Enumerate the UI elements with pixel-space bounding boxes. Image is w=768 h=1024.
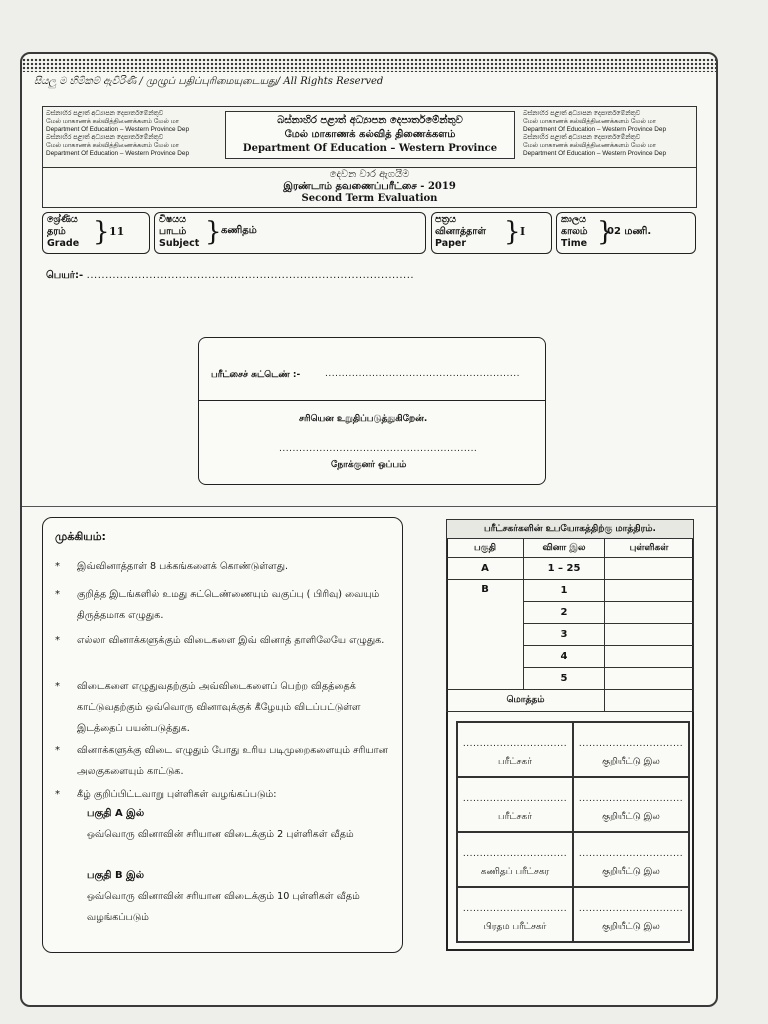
examiner-title: பரீட்சகர்களின் உபயோகத்திற்கு மாத்திரம். — [447, 520, 694, 539]
side-line: Department Of Education – Western Province Dep — [523, 126, 667, 133]
code-cell[interactable] — [573, 832, 689, 887]
signature-cell[interactable] — [457, 722, 573, 777]
signature-label: பிரதம பரீட்சகர் — [483, 922, 547, 932]
side-line: மேல் மாகாணக் கல்வித்திணைக்களம் மேல் மா — [46, 142, 180, 149]
asterisk-icon: * — [55, 635, 60, 646]
brace: } — [205, 217, 222, 247]
rights-notice: සියලු ම හිමිකම් ඇවිරිණි / முழுப் பதிப்புரிமையுடையது/ All Rights Reserved — [34, 76, 384, 87]
code-label: குறியீட்டு இல — [602, 757, 660, 767]
brace: } — [93, 217, 110, 247]
grade-label-ta: தரம் — [47, 226, 66, 237]
side-line: Department Of Education – Western Province Dep — [46, 126, 190, 133]
total-label: மொத்தம் — [447, 690, 605, 712]
signature-label: பரீட்சகர் — [498, 757, 532, 767]
signature-cell[interactable] — [457, 777, 573, 832]
paper-value: I — [520, 225, 526, 238]
subject-box — [154, 212, 426, 254]
question-cell: 1 – 25 — [524, 558, 605, 580]
code-label: குறியீட்டு இல — [602, 867, 660, 877]
part-a-text: ஒவ்வொரு வினாவின் சரியான விடைக்கும் 2 புள்ளிகள் வீதம் — [87, 829, 354, 840]
subject-label-ta: பாடம் — [159, 226, 187, 237]
brace: } — [504, 217, 521, 247]
marks-cell[interactable] — [605, 558, 694, 580]
asterisk-icon: * — [55, 789, 60, 800]
subject-value: கணிதம் — [221, 225, 257, 236]
paper-labels — [435, 214, 486, 250]
table-row — [447, 558, 694, 580]
grade-box — [42, 212, 150, 254]
paper-label-en: Paper — [435, 238, 467, 249]
name-dots: ......................................................................................... — [86, 270, 415, 281]
asterisk-icon: * — [55, 681, 60, 692]
header-side-left — [46, 110, 218, 158]
paper-box — [431, 212, 552, 254]
dept-english: Department Of Education – Western Province — [242, 143, 498, 154]
time-label-en: Time — [561, 238, 588, 249]
side-line: மேல் மாகாணக் கல்வித்திணைக்களம் மேல் மா — [523, 142, 657, 149]
signature-cell[interactable] — [457, 832, 573, 887]
question-cell: 1 — [524, 580, 605, 602]
side-line: மேல் மாகாணக் கல்வித்திணைக்களம் மேல் மா — [523, 118, 657, 125]
asterisk-icon: * — [55, 589, 60, 600]
code-dots: ............................... — [578, 739, 684, 749]
confirm-text: சரியென உறுதிப்படுத்துகிறேன். — [299, 414, 428, 424]
table-row — [447, 580, 694, 602]
instruction-text: கீழ் குறிப்பிட்டவாறு புள்ளிகள் வழங்கப்படும்: — [77, 789, 277, 800]
col-marks: புள்ளிகள் — [605, 539, 694, 558]
dept-tamil: மேல் மாகாணக் கல்வித் திணைக்களம் — [284, 129, 456, 140]
subject-labels — [159, 214, 199, 250]
question-cell: 5 — [524, 668, 605, 690]
dept-sinhala: බස්නාහිර පළාත් අධ්‍යාපන දෙපාර්තමේන්තුව — [277, 115, 463, 126]
total-marks-cell[interactable] — [605, 690, 694, 712]
name-field[interactable] — [46, 270, 414, 282]
signature-label: கணிதப் பரீட்சகர — [480, 867, 550, 877]
instruction-item — [55, 676, 395, 739]
side-line: බස්නාහිර පළාත් අධ්‍යාපන දෙපාර්තමේන්තුව — [46, 110, 164, 117]
side-line: Department Of Education – Western Province Dep — [523, 150, 667, 157]
eval-tamil: இரண்டாம் தவணைப்பரீட்சை - 2019 — [283, 181, 456, 192]
grade-value: 11 — [109, 225, 125, 238]
marks-cell[interactable] — [605, 580, 694, 602]
marks-cell[interactable] — [605, 646, 694, 668]
signature-cell[interactable] — [457, 887, 573, 942]
eval-sinhala: දෙවන වාර ඇගයීම — [329, 169, 410, 180]
subject-label-en: Subject — [159, 238, 200, 249]
asterisk-icon: * — [55, 561, 60, 572]
dotted-border-band — [22, 58, 716, 72]
name-label: பெயர்:- — [46, 270, 84, 281]
index-label: பரீட்சைச் சுட்டெண் :- — [211, 370, 301, 380]
header-box — [42, 106, 697, 168]
side-line: Department Of Education – Western Province Dep — [46, 150, 190, 157]
time-value: 02 மணி. — [607, 226, 652, 237]
paper-label-si: පත්‍රය — [435, 214, 456, 225]
paper-label-ta: வினாத்தாள் — [435, 226, 486, 237]
question-cell: 3 — [524, 624, 605, 646]
grade-labels — [47, 214, 79, 250]
col-question: வினா இல — [524, 539, 605, 558]
table-header-row — [447, 539, 694, 558]
grade-label-si: ශ්‍රේණිය — [47, 214, 78, 225]
instruction-text: விடைகளை எழுதுவதற்கும் அவ்விடைகளைப் பெற்ற விதத்தைக் காட்டுவதற்கும் ஒவ்வொரு வினாவுக்குக் கீழேயும் விடப்பட்டுள்ள இடத்தைப் பயன்படுத்துக. — [77, 681, 361, 734]
marks-cell[interactable] — [605, 624, 694, 646]
instruction-item — [55, 556, 395, 577]
code-cell[interactable] — [573, 722, 689, 777]
grade-label-en: Grade — [47, 238, 80, 249]
evaluation-title — [42, 168, 697, 208]
signature-dots: ............................... — [462, 904, 568, 914]
col-part: பகுதி — [447, 539, 524, 558]
instruction-text: இவ்வினாத்தாள் 8 பக்கங்களைக் கொண்டுள்ளது. — [77, 561, 289, 572]
total-row — [447, 690, 694, 712]
signature-grid — [456, 721, 690, 943]
signature-line[interactable]: ........................................................... — [279, 444, 478, 454]
time-box — [556, 212, 696, 254]
part-b-label: பகுதி B இல் — [87, 870, 145, 881]
instruction-item — [55, 740, 395, 782]
code-cell[interactable] — [573, 777, 689, 832]
asterisk-icon: * — [55, 745, 60, 756]
part-b-text: ஒவ்வொரு வினாவின் சரியான விடைக்கும் 10 புள்ளிகள் வீதம் வழங்கப்படும் — [87, 891, 360, 923]
side-line: බස්නාහිර පළාත් අධ්‍යාපන දෙපාර්තමේන්තුව — [523, 110, 641, 117]
instruction-text: வினாக்களுக்கு விடை எழுதும் போது உரிய படிமுறைகளையும் சரியான அலகுகளையும் காட்டுக. — [77, 745, 388, 777]
brace: } — [597, 217, 614, 247]
marks-cell[interactable] — [605, 602, 694, 624]
important-title: முக்கியம்: — [55, 530, 106, 543]
marks-cell[interactable] — [605, 668, 694, 690]
code-cell[interactable] — [573, 887, 689, 942]
instruction-item — [55, 630, 395, 651]
side-line: மேல் மாகாணக் கல்வித்திணைக்களம் மேல் மா — [46, 118, 180, 125]
side-line: බස්නාහිර පළාත් අධ්‍යාපන දෙපාර්තමේන්තුව — [46, 134, 164, 141]
code-dots: ............................... — [578, 794, 684, 804]
instruction-item — [55, 784, 395, 805]
table-title-row — [447, 520, 694, 539]
time-labels — [561, 214, 588, 250]
exam-paper-sheet — [20, 52, 718, 1007]
code-label: குறியீட்டு இல — [602, 812, 660, 822]
subject-label-si: විෂයය — [159, 214, 186, 225]
department-title — [225, 111, 515, 159]
side-line: බස්නාහිර පළාත් අධ්‍යාපන දෙපාර්තමේන්තුව — [523, 134, 641, 141]
divider — [199, 400, 545, 401]
question-cell: 2 — [524, 602, 605, 624]
signature-dots: ............................... — [462, 739, 568, 749]
eval-english: Second Term Evaluation — [301, 193, 438, 204]
signature-label: பரீட்சகர் — [498, 812, 532, 822]
marks-table — [446, 519, 694, 712]
time-label-ta: காலம் — [561, 226, 588, 237]
part-cell: A — [447, 558, 524, 580]
instruction-text: குறித்த இடங்களில் உமது சுட்டெண்ணையும் வகுப்பு ( பிரிவு) வையும் திருத்தமாக எழுதுக. — [77, 589, 380, 621]
signature-dots: ............................... — [462, 794, 568, 804]
code-dots: ............................... — [578, 904, 684, 914]
part-a-label: பகுதி A இல் — [87, 808, 145, 819]
section-divider — [22, 506, 716, 507]
question-cell: 4 — [524, 646, 605, 668]
supervisor-signature-label: நோக்குனர் ஒப்பம் — [331, 460, 407, 470]
index-field[interactable]: .......................................................... — [325, 369, 520, 379]
important-instructions — [42, 517, 403, 953]
code-label: குறியீட்டு இல — [602, 922, 660, 932]
examiner-use-box — [446, 519, 694, 951]
code-dots: ............................... — [578, 849, 684, 859]
index-number-box — [198, 337, 546, 485]
header-side-right — [523, 110, 693, 158]
instruction-item — [55, 584, 395, 626]
signature-dots: ............................... — [462, 849, 568, 859]
instruction-text: எல்லா வினாக்களுக்கும் விடைகளை இவ் வினாத் தாளிலேயே எழுதுக. — [77, 635, 385, 646]
part-cell: B — [447, 580, 524, 690]
time-label-si: කාලය — [561, 214, 586, 225]
